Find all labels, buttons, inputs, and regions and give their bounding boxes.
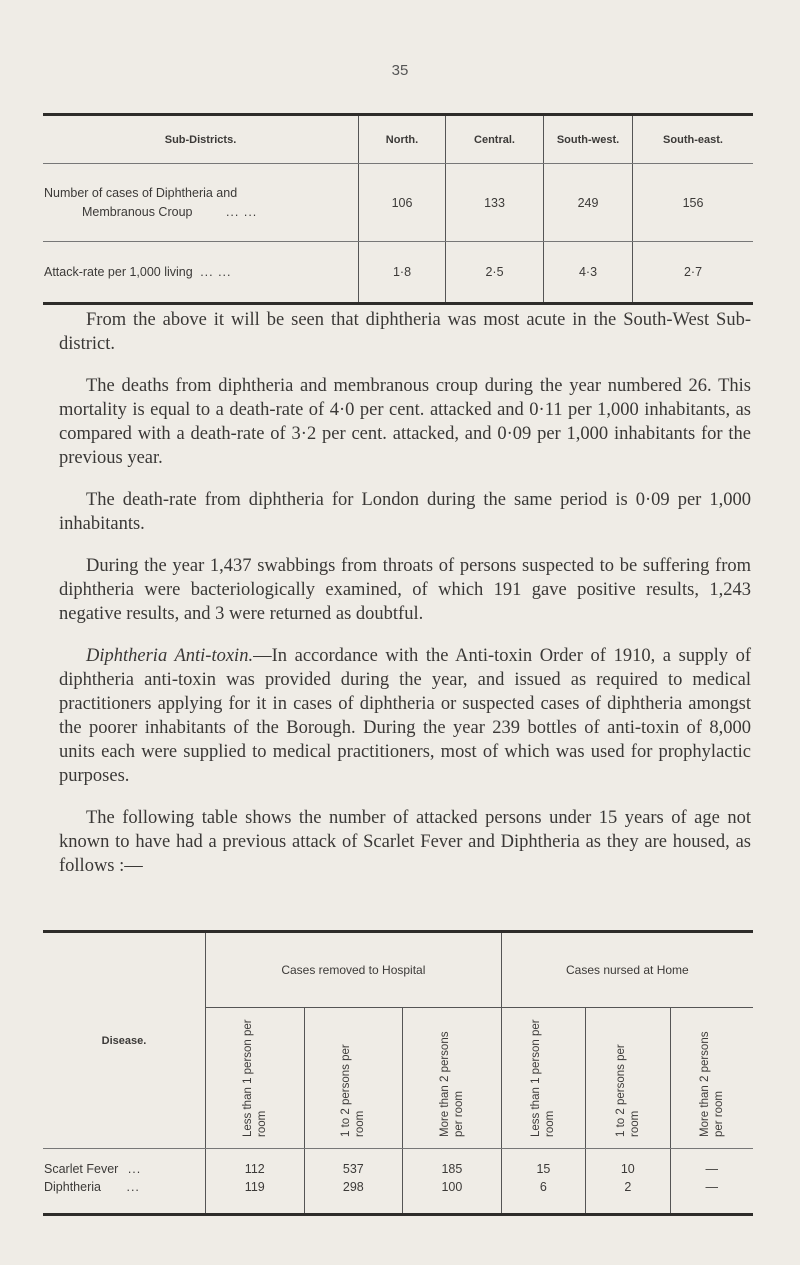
table-row (43, 242, 753, 304)
cell: 6 (501, 1178, 585, 1215)
paragraph-antitoxin (59, 644, 751, 788)
cell-south-east: 2·7 (633, 242, 754, 304)
cell-central: 2·5 (446, 242, 544, 304)
cell: 10 (586, 1149, 670, 1179)
leader-dots: ... ... (225, 204, 258, 219)
subheader-hospital-more-than-2 (403, 1008, 502, 1149)
table-row (43, 164, 753, 242)
cell: — (705, 1162, 718, 1176)
antitoxin-heading: Diphtheria Anti-toxin. (86, 646, 254, 666)
cell-north: 106 (359, 164, 446, 242)
row-label-line1: Number of cases of Diphtheria and (44, 185, 238, 200)
cell-south-east: 156 (633, 164, 754, 242)
leader-dots: ... ... (200, 264, 232, 279)
header-central: Central. (446, 115, 544, 164)
header-south-east: South-east. (633, 115, 754, 164)
leader-dots: ... (127, 1162, 142, 1176)
table-header-row (43, 932, 753, 1008)
cell: 112 (206, 1149, 305, 1179)
header-home-group: Cases nursed at Home (501, 932, 753, 1008)
row-label-line1: Attack-rate per 1,000 living (44, 264, 193, 279)
paragraph: The death-rate from diphtheria for London during the same period is 0·09 per 1,000 inhabitants. (59, 490, 751, 534)
subheader-home-more-than-2 (670, 1008, 753, 1149)
paragraph: From the above it will be seen that diphtheria was most acute in the South-West Sub-district. (59, 310, 751, 354)
header-disease: Disease. (43, 932, 206, 1149)
paragraph: The deaths from diphtheria and membranous croup during the year numbered 26. This mortality is equal to a death-rate of 4·0 per cent. attacked and 0·11 per 1,000 inhabitants, as compared with a death-rate of 3·2 per cent. attacked, and 0·09 per 1,000 inhabitants for the previous year. (59, 376, 751, 468)
diphtheria-subdistrict-table (43, 113, 753, 305)
cell: 119 (206, 1178, 305, 1215)
cell-south-west: 249 (544, 164, 633, 242)
cell: 15 (501, 1149, 585, 1179)
header-north: North. (359, 115, 446, 164)
disease-name: Scarlet Fever (44, 1162, 119, 1176)
subheader-text: 1 to 2 persons per room (614, 1044, 641, 1137)
table-row (43, 1149, 753, 1179)
cell: — (670, 1178, 753, 1215)
cell: 185 (403, 1149, 502, 1179)
cell: 100 (403, 1178, 502, 1215)
row-label (43, 164, 359, 242)
leader-dots: ... (126, 1180, 140, 1194)
page-number: 35 (391, 62, 409, 79)
header-hospital-group: Cases removed to Hospital (206, 932, 502, 1008)
header-sub-districts: Sub-Districts. (43, 115, 359, 164)
cell: 537 (304, 1149, 403, 1179)
subheader-text: More than 2 persons per room (698, 1031, 725, 1137)
subheader-text: More than 2 persons per room (438, 1031, 465, 1137)
row-label-line2: Membranous Croup (82, 204, 193, 219)
paragraph: The following table shows the number of attacked persons under 15 years of age not known to have had a previous attack of Scarlet Fever and Diphtheria as they are housed, as follows :— (59, 808, 751, 876)
subheader-home-less-than-1 (501, 1008, 585, 1149)
subheader-text: Less than 1 person per room (241, 1019, 268, 1137)
subheader-hospital-1-to-2 (304, 1008, 403, 1149)
subheader-text: 1 to 2 persons per room (340, 1044, 367, 1137)
cell: 298 (304, 1178, 403, 1215)
subheader-home-1-to-2 (586, 1008, 670, 1149)
cell-central: 133 (446, 164, 544, 242)
subheader-text: Less than 1 person per room (530, 1019, 557, 1137)
header-south-west: South-west. (544, 115, 633, 164)
disease-name: Diphtheria (44, 1180, 101, 1194)
cell-south-west: 4·3 (544, 242, 633, 304)
row-label (43, 242, 359, 304)
antitoxin-text: —In accordance with the Anti-toxin Order of 1910, a supply of diphtheria anti-toxin was provided during the year, and issued as required to medical practitioners applying for it in cases of diphtheria or suspected cases of diphtheria amongst the poorer inhabitants of the Borough. During the year 239 bottles of anti-toxin of 8,000 units each were supplied to medical practitioners, most of which was used for prophylactic purposes. (59, 646, 751, 786)
table-row (43, 1178, 753, 1215)
disease-label (43, 1178, 206, 1215)
housing-table (43, 930, 753, 1216)
disease-label (43, 1149, 206, 1179)
paragraph: During the year 1,437 swabbings from throats of persons suspected to be suffering from diphtheria were bacteriologically examined, of which 191 gave positive results, 1,243 negative results, and 3 were returned as doubtful. (59, 556, 751, 624)
subheader-hospital-less-than-1 (206, 1008, 305, 1149)
table-header-row (43, 115, 753, 164)
body-text (59, 308, 751, 896)
cell-north: 1·8 (359, 242, 446, 304)
cell: 2 (586, 1178, 670, 1215)
